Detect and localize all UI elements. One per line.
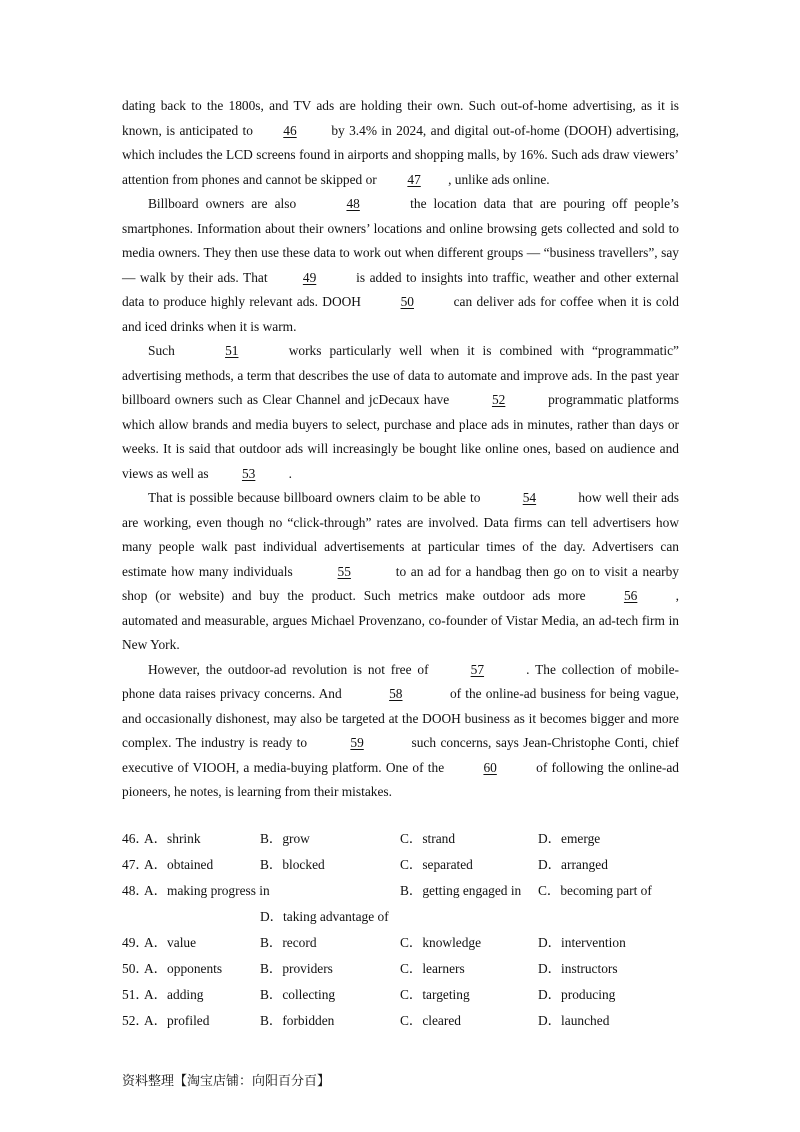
- paragraph-5: [122, 658, 679, 805]
- option-d: D．launched: [538, 1013, 610, 1028]
- passage-text: Such: [148, 343, 183, 358]
- passage-text: , unlike ads online.: [448, 171, 550, 187]
- passage-text: how well their ads are working, even though no “click-through” rates are involved. Data firms can tell advertisers how many people walk past individual advertisements at particular times of the day. Advertisers can estimate how many individuals: [122, 490, 679, 579]
- blank-53: 53: [241, 465, 256, 481]
- option-a: A．opponents: [144, 961, 223, 976]
- question-51: [122, 982, 682, 1008]
- option-a: A．obtained: [144, 857, 214, 872]
- question-number: 47．: [122, 857, 149, 872]
- passage-text: .: [288, 465, 293, 481]
- blank-57: 57: [470, 661, 485, 677]
- option-a: A．profiled: [144, 1013, 210, 1028]
- blank-49: 49: [302, 269, 317, 285]
- passage-text: dating back to the 1800s, and TV ads are holding their own. Such out-of-home advertising, as it is known, is anticipated to: [122, 98, 679, 138]
- page-footer: 资料整理【淘宝店铺：向阳百分百】: [122, 1074, 331, 1089]
- option-b: B．forbidden: [260, 1013, 335, 1028]
- question-52: [122, 1008, 682, 1034]
- passage-text: Billboard owners are also: [148, 196, 304, 211]
- paragraph-4: [122, 486, 679, 658]
- question-50: [122, 956, 682, 982]
- option-b: B．getting engaged in: [400, 883, 522, 898]
- passage-text: can deliver ads for coffee when it is cold and iced drinks when it is warm.: [122, 294, 679, 334]
- paragraph-3: [122, 339, 679, 486]
- passage-text: is added to insights into traffic, weather and other external data to produce highly relevant ads. DOOH: [122, 269, 679, 309]
- option-c: C．targeting: [400, 987, 470, 1002]
- option-d: D．arranged: [538, 857, 608, 872]
- paragraph-1: [122, 94, 679, 192]
- question-number: 46．: [122, 831, 149, 846]
- question-number: 48．: [122, 883, 149, 898]
- passage-text: , automated and measurable, argues Michael Provenzano, co-founder of Vistar Media, an ad-tech firm in New York.: [122, 588, 679, 652]
- passage-text: by 3.4% in 2024, and digital out-of-home (DOOH) advertising, which includes the LCD screens found in airports and shopping malls, by 16%. Such ads draw viewers’ attention from phones and cannot be skipped or: [122, 122, 679, 187]
- option-b: B．collecting: [260, 987, 336, 1002]
- option-c: C．strand: [400, 831, 456, 846]
- blank-54: 54: [522, 490, 537, 505]
- question-number: 52．: [122, 1013, 149, 1028]
- option-a: A．making progress in: [144, 883, 270, 898]
- option-c: C．cleared: [400, 1013, 461, 1028]
- option-d: D．taking advantage of: [260, 909, 389, 924]
- blank-52: 52: [491, 392, 506, 407]
- option-a: A．value: [144, 935, 197, 950]
- blank-50: 50: [400, 294, 414, 309]
- blank-56: 56: [623, 588, 638, 603]
- question-48: [122, 878, 682, 904]
- passage-text: That is possible because billboard owners claim to be able to: [148, 490, 485, 505]
- option-d: D．instructors: [538, 961, 618, 976]
- question-number: 51．: [122, 987, 149, 1002]
- passage-text: . The collection of mobile-phone data raises privacy concerns. And: [122, 661, 679, 701]
- option-a: A．shrink: [144, 831, 201, 846]
- question-46: [122, 826, 682, 852]
- blank-58: 58: [389, 686, 403, 701]
- blank-59: 59: [350, 735, 364, 750]
- option-c: C．knowledge: [400, 935, 482, 950]
- option-b: B．record: [260, 935, 317, 950]
- option-c: C．learners: [400, 961, 465, 976]
- question-number: 49．: [122, 935, 149, 950]
- option-d: D．intervention: [538, 935, 626, 950]
- passage-text: to an ad for a handbag then go on to visit a nearby shop (or website) and buy the product. Such metrics make outdoor ads more: [122, 563, 679, 603]
- passage-text: of the online-ad business for being vague, and occasionally dishonest, may also be targeted at the DOOH business as it becomes bigger and more complex. The industry is ready to: [122, 686, 679, 750]
- passage-text: works particularly well when it is combined with “programmatic” advertising methods, a term that describes the use of data to automate and improve ads. In the past year billboard owners such as Clear Channel and jcDecaux have: [122, 343, 679, 407]
- passage-text: of following the online-ad pioneers, he notes, is learning from their mistakes.: [122, 759, 679, 799]
- question-number: 50．: [122, 961, 149, 976]
- passage-text: programmatic platforms which allow brands and media buyers to select, purchase and place ads in minutes, rather than days or weeks. It is said that outdoor ads will increasingly be bought like online ones, based on audience and views as well as: [122, 392, 680, 481]
- blank-46: 46: [283, 122, 297, 138]
- option-b: B．providers: [260, 961, 333, 976]
- option-b: B．grow: [260, 831, 310, 846]
- question-48-continued: [122, 904, 682, 930]
- blank-51: 51: [225, 343, 239, 358]
- option-b: B．blocked: [260, 857, 325, 872]
- option-c: C．separated: [400, 857, 473, 872]
- cloze-passage: [122, 94, 679, 805]
- blank-47: 47: [407, 171, 421, 187]
- option-d: D．producing: [538, 987, 616, 1002]
- passage-text: the location data that are pouring off people’s smartphones. Information about their owners’ locations and online browsing gets collected and sold to media owners. They then use these data to work out when different groups — “business travellers”, say — walk by their ads. That: [122, 196, 679, 285]
- option-a: A．adding: [144, 987, 204, 1002]
- option-d: D．emerge: [538, 831, 601, 846]
- passage-text: such concerns, says Jean-Christophe Conti, chief executive of VIOOH, a media-buying platform. One of the: [122, 735, 679, 775]
- answer-options: [122, 826, 682, 1034]
- question-49: [122, 930, 682, 956]
- blank-48: 48: [346, 196, 360, 211]
- blank-55: 55: [337, 563, 351, 579]
- paragraph-2: [122, 192, 679, 339]
- question-47: [122, 852, 682, 878]
- blank-60: 60: [483, 759, 497, 775]
- option-c: C．becoming part of: [538, 883, 652, 898]
- passage-text: However, the outdoor-ad revolution is not free of: [148, 661, 435, 677]
